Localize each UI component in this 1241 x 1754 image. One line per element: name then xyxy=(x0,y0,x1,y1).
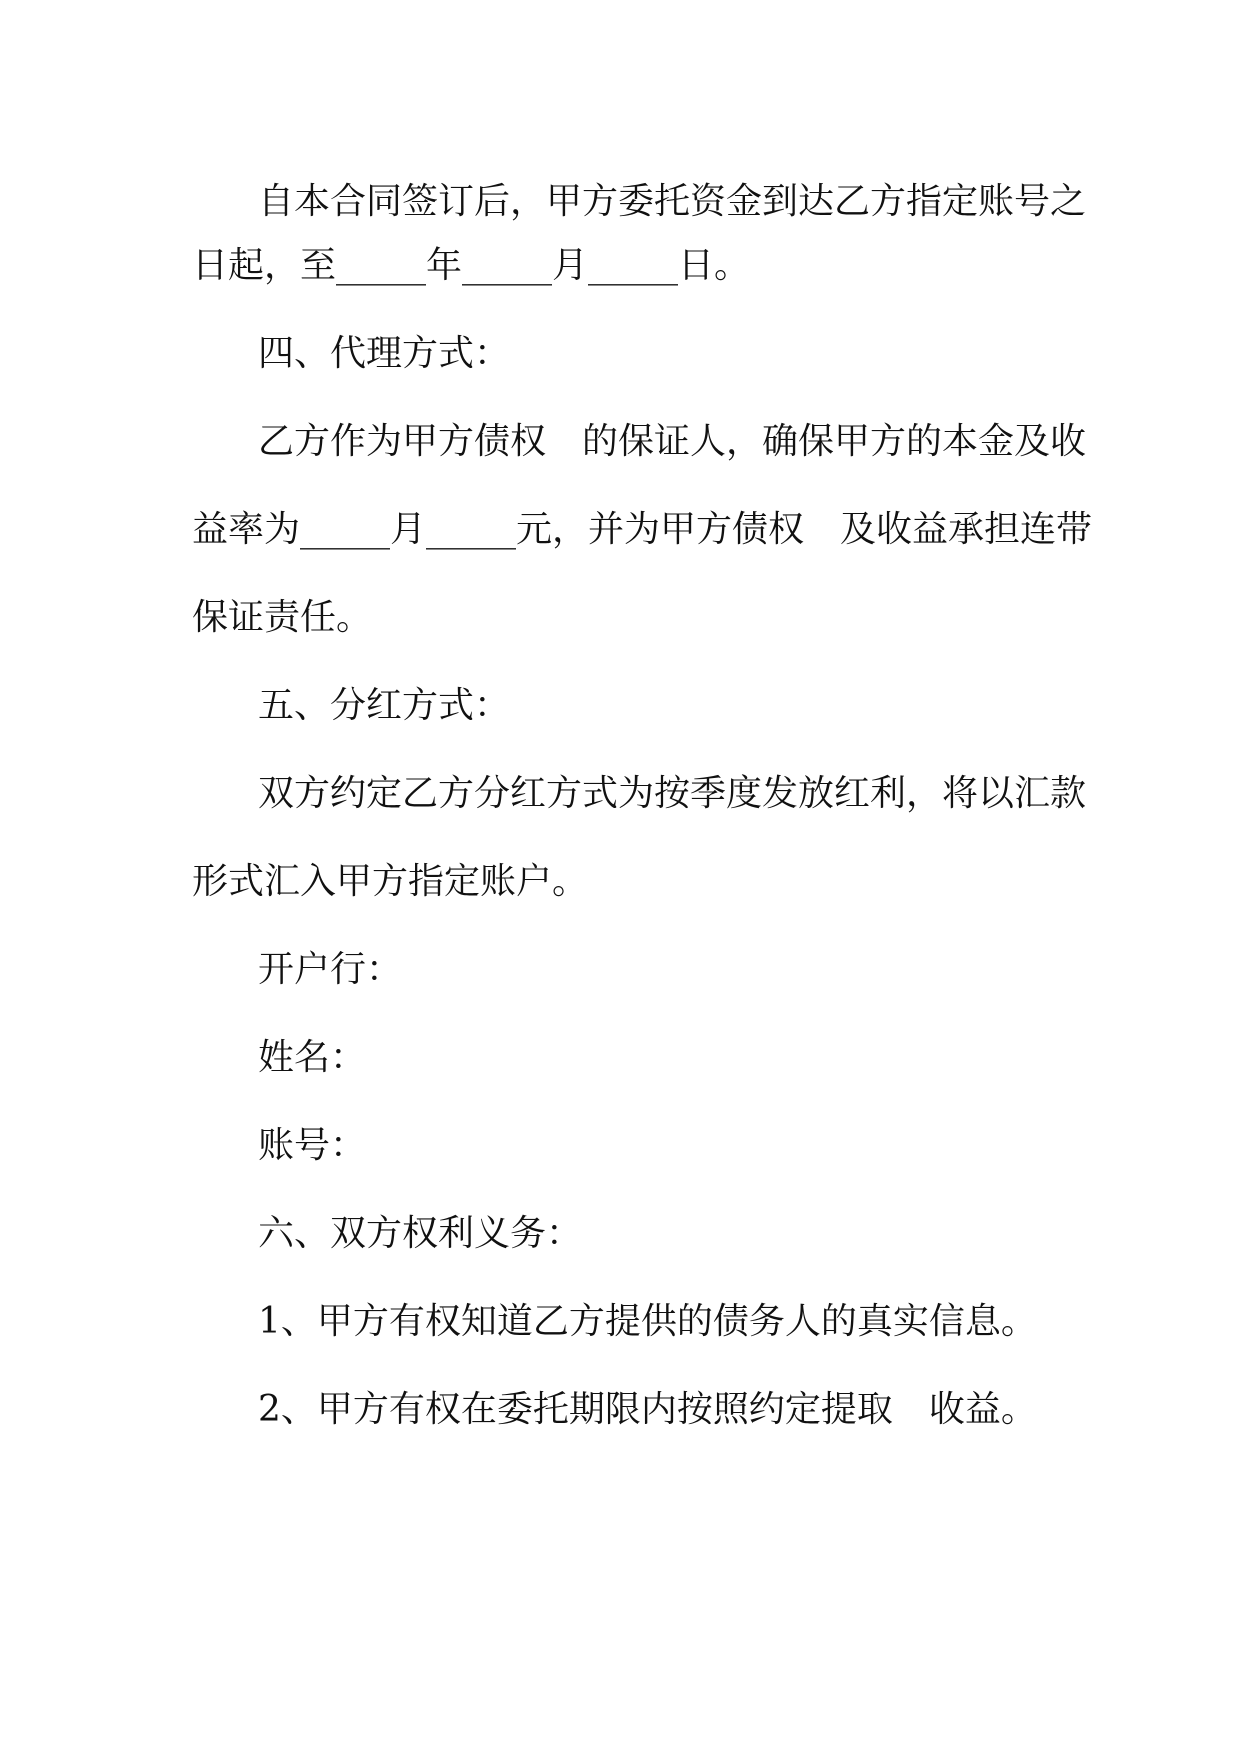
text-segment: 的保证人，确保甲方的本金及收 xyxy=(582,421,1087,462)
paragraph-line: 日起，至_____年_____月_____日。 xyxy=(192,245,751,286)
field-label-account: 账号： xyxy=(258,1125,367,1166)
paragraph-line: 保证责任。 xyxy=(192,597,373,638)
field-label-name: 姓名： xyxy=(258,1037,367,1078)
section-heading: 五、分红方式： xyxy=(258,685,511,726)
paragraph-line xyxy=(258,418,1087,466)
section-heading: 六、双方权利义务： xyxy=(258,1213,583,1254)
section-heading: 四、代理方式： xyxy=(258,333,511,374)
text-segment: 收益。 xyxy=(928,1389,1037,1430)
paragraph-line: 自本合同签订后，甲方委托资金到达乙方指定账号之 xyxy=(258,181,1087,222)
field-label-bank: 开户行： xyxy=(258,949,403,990)
text-segment: 及收益承担连带 xyxy=(840,509,1093,550)
paragraph-line: 形式汇入甲方指定账户。 xyxy=(192,861,589,902)
list-item: 1、甲方有权知道乙方提供的债务人的真实信息。 xyxy=(258,1301,1037,1342)
text-segment: 2、甲方有权在委托期限内按照约定提取 xyxy=(258,1389,893,1430)
paragraph-line: 双方约定乙方分红方式为按季度发放红利，将以汇款 xyxy=(258,773,1087,814)
text-segment: 乙方作为甲方债权 xyxy=(258,421,547,462)
list-item xyxy=(258,1386,1042,1434)
paragraph-line xyxy=(192,506,1093,554)
text-segment: 益率为_____月_____元，并为甲方债权 xyxy=(192,509,805,550)
